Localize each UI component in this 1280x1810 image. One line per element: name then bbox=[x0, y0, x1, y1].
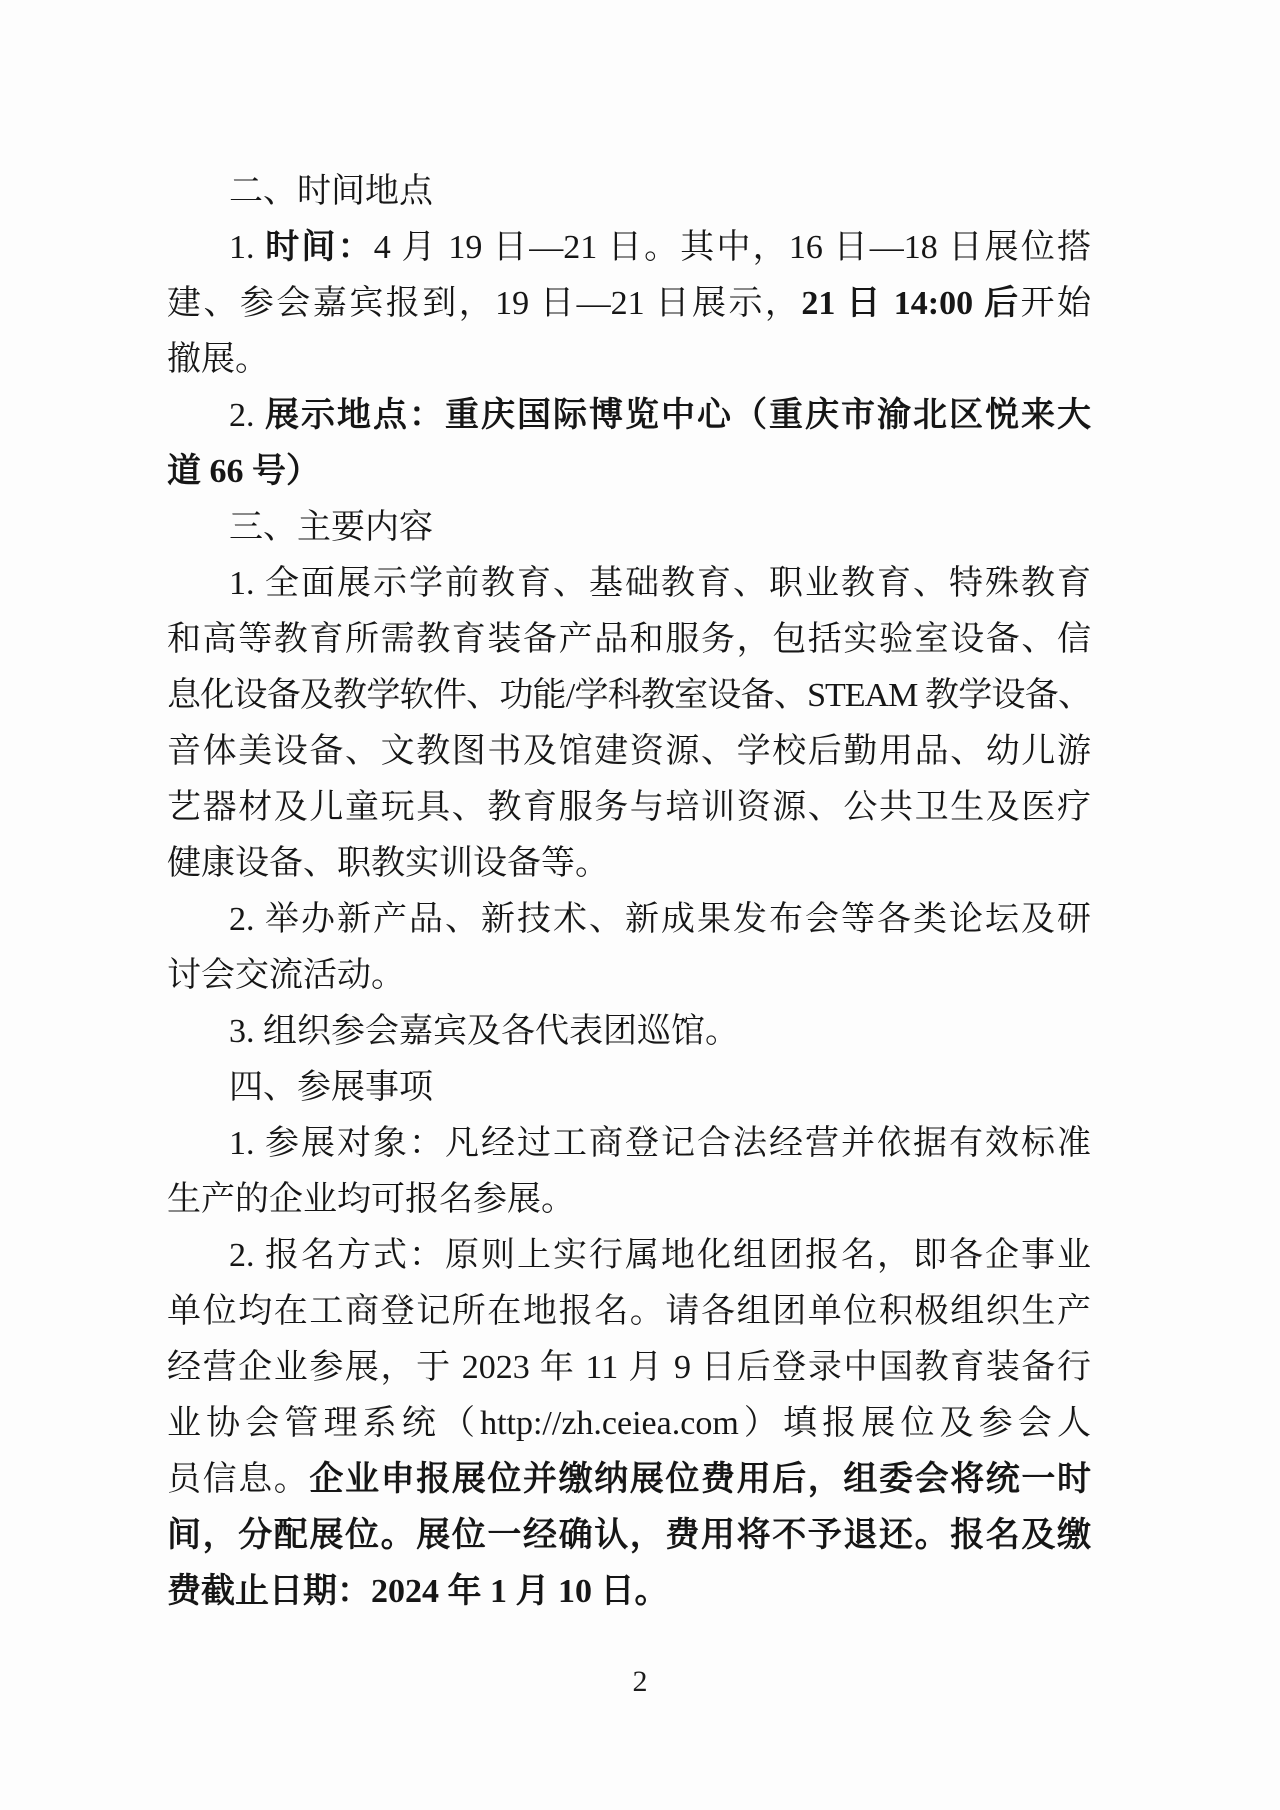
text-line bbox=[167, 220, 1091, 276]
text-line bbox=[167, 892, 1091, 948]
text-line bbox=[167, 1564, 1091, 1620]
text-line bbox=[167, 164, 1091, 220]
text-segment: 二、时间地点 bbox=[229, 173, 433, 210]
text-segment: 2. bbox=[229, 901, 265, 938]
text-line bbox=[167, 1228, 1091, 1284]
bold-text-segment: 间，分配展位。展位一经确认，费用将不予退还。报名及缴 bbox=[167, 1517, 1091, 1554]
bold-text-segment: 21 日 14:00 后 bbox=[801, 285, 1021, 322]
text-segment: 1. bbox=[229, 1125, 265, 1162]
text-segment: 举办新产品、新技术、新成果发布会等各类论坛及研 bbox=[265, 901, 1091, 938]
text-segment: 和高等教育所需教育装备产品和服务，包括实验室设备、信 bbox=[167, 621, 1091, 658]
bold-text-segment: 展示地点：重庆国际博览中心（重庆市渝北区悦来大 bbox=[265, 397, 1091, 434]
text-segment: 全面展示学前教育、基础教育、职业教育、特殊教育 bbox=[265, 565, 1091, 602]
text-segment: 参展对象：凡经过工商登记合法经营并依据有效标准 bbox=[265, 1125, 1091, 1162]
document-body-text bbox=[167, 164, 1091, 1620]
text-segment: 四、参展事项 bbox=[229, 1069, 433, 1106]
text-line bbox=[167, 780, 1091, 836]
text-segment: 生产的企业均可报名参展。 bbox=[167, 1181, 575, 1218]
text-segment: 报名方式：原则上实行属地化组团报名，即各企事业 bbox=[265, 1237, 1091, 1274]
text-segment: 健康设备、职教实训设备等。 bbox=[167, 845, 609, 882]
text-segment: 1. bbox=[229, 565, 265, 602]
text-segment: 讨会交流活动。 bbox=[167, 957, 405, 994]
text-line bbox=[167, 1340, 1091, 1396]
text-segment: 2. bbox=[229, 397, 265, 434]
text-segment: 音体美设备、文教图书及馆建资源、学校后勤用品、幼儿游 bbox=[167, 733, 1091, 770]
text-segment: 经营企业参展，于 2023 年 11 月 9 日后登录中国教育装备行 bbox=[167, 1349, 1091, 1386]
text-segment: 撤展。 bbox=[167, 341, 269, 378]
text-line bbox=[167, 556, 1091, 612]
bold-text-segment: 企业申报展位并缴纳展位费用后，组委会将统一时 bbox=[309, 1461, 1091, 1498]
text-line bbox=[167, 500, 1091, 556]
text-line bbox=[167, 668, 1091, 724]
text-segment: 业协会管理系统（http://zh.ceiea.com）填报展位及参会人 bbox=[167, 1405, 1091, 1442]
bold-text-segment: 道 66 号） bbox=[167, 453, 320, 490]
text-line bbox=[167, 1060, 1091, 1116]
text-segment: 三、主要内容 bbox=[229, 509, 433, 546]
page-number: 2 bbox=[632, 1665, 648, 1698]
text-segment: 2. bbox=[229, 1237, 265, 1274]
bold-text-segment: 费截止日期：2024 年 1 月 10 日。 bbox=[167, 1573, 669, 1610]
text-line bbox=[167, 1284, 1091, 1340]
text-line bbox=[167, 1004, 1091, 1060]
text-segment: 4 月 19 日—21 日。其中，16 日—18 日展位搭 bbox=[373, 229, 1091, 266]
text-line bbox=[167, 1116, 1091, 1172]
text-segment: 员信息。 bbox=[167, 1461, 310, 1498]
text-segment: 息化设备及教学软件、功能/学科教室设备、STEAM 教学设备、 bbox=[167, 677, 1091, 714]
text-line bbox=[167, 1172, 1091, 1228]
text-line bbox=[167, 948, 1091, 1004]
text-segment: 建、参会嘉宾报到，19 日—21 日展示， bbox=[167, 285, 802, 322]
text-line bbox=[167, 836, 1091, 892]
text-line bbox=[167, 444, 1091, 500]
text-line bbox=[167, 1508, 1091, 1564]
text-segment: 单位均在工商登记所在地报名。请各组团单位积极组织生产 bbox=[167, 1293, 1091, 1330]
text-segment: 3. bbox=[229, 1013, 263, 1050]
text-segment: 开始 bbox=[1020, 285, 1091, 322]
text-line bbox=[167, 388, 1091, 444]
text-line bbox=[167, 1396, 1091, 1452]
text-line bbox=[167, 276, 1091, 332]
text-segment: 组织参会嘉宾及各代表团巡馆。 bbox=[263, 1013, 739, 1050]
text-line bbox=[167, 332, 1091, 388]
text-line bbox=[167, 724, 1091, 780]
text-line bbox=[167, 612, 1091, 668]
text-segment: 1. bbox=[229, 229, 266, 266]
text-segment: 艺器材及儿童玩具、教育服务与培训资源、公共卫生及医疗 bbox=[167, 789, 1091, 826]
text-line bbox=[167, 1452, 1091, 1508]
bold-text-segment: 时间： bbox=[265, 229, 374, 266]
